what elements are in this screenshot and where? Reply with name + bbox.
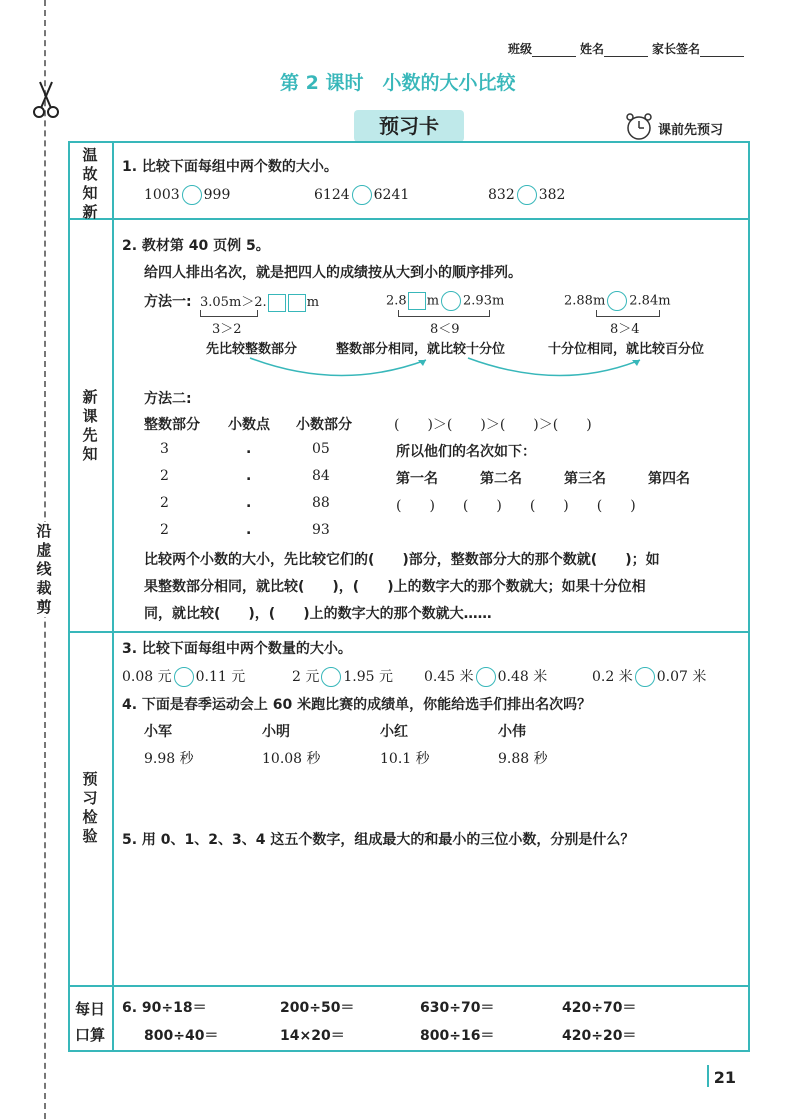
q1-pair: 1003 999 [144,187,231,203]
page-number: 21 [713,1068,736,1087]
runner-name: 小明 [262,724,290,740]
method1-compare-a: 3.05m＞2. m [200,295,320,310]
row-point: . [246,522,252,538]
row-integer: 2 [160,522,169,538]
answer-box[interactable] [408,292,426,310]
row-point: . [246,495,252,511]
q5-title: 5. 用 0、1、2、3、4 这五个数字，组成最大的和最小的三位小数，分别是什么？ [122,832,635,848]
section-label-new: 新 课 先 知 [82,388,98,463]
answer-circle[interactable] [352,185,372,205]
note-hundredths: 十分位相同，就比较百分位 [548,342,705,357]
row-integer: 2 [160,468,169,484]
pre-study-label: 课前先预习 [658,123,724,138]
q6-item: 420÷70＝ [562,1000,637,1016]
lesson-title: 第 2 课时 小数的大小比较 [280,72,516,94]
row-decimal: 88 [312,495,330,511]
rank-2: 第二名 [480,471,522,487]
q6-item: 630÷70＝ [420,1000,495,1016]
method1-compare-c: 2.88m 2.84m [564,291,671,311]
name-field[interactable]: 姓名 [580,40,648,57]
header-decimal: 小数部分 [296,417,352,433]
q1-pair: 832 382 [488,187,566,203]
q6-item: 800÷16＝ [420,1028,495,1044]
runner-time: 10.1 秒 [380,751,430,767]
bracket [398,310,490,317]
section-label-check: 预 习 检 验 [82,770,98,845]
q4-title: 4. 下面是春季运动会上 60 米跑比赛的成绩单，你能给选手们排出名次吗？ [122,697,592,713]
summary-line-2: 果整数部分相同，就比较( )，( )上的数字大的那个数就大；如果十分位相 [144,579,646,595]
row-decimal: 05 [312,441,330,457]
header-point: 小数点 [228,417,270,433]
q3-pair: 0.08 元 0.11 元 [122,669,246,685]
q6-item: 800÷40＝ [144,1028,219,1044]
row-point: . [246,441,252,457]
ranks-intro: 所以他们的名次如下： [396,444,536,460]
parent-signature-field[interactable]: 家长签名 [652,40,744,57]
row-point: . [246,468,252,484]
section-column [68,141,114,1052]
answer-circle[interactable] [321,667,341,687]
card-title: 预习卡 [354,110,464,142]
runner-time: 9.98 秒 [144,751,194,767]
answer-circle[interactable] [635,667,655,687]
method1-label: 方法一: [144,294,192,310]
row-integer: 3 [160,441,169,457]
answer-circle[interactable] [517,185,537,205]
method2-label: 方法二: [144,391,192,407]
cmp-tenths: 8＜9 [430,322,460,337]
answer-circle[interactable] [607,291,627,311]
summary-line-1: 比较两个小数的大小，先比较它们的( )部分，整数部分大的那个数就( )；如 [144,552,660,568]
flow-arrows [240,352,720,386]
cmp-integer: 3＞2 [212,322,242,337]
q6-item: 6. 90÷18＝ [122,1000,207,1016]
bracket [596,310,660,317]
q3-pair: 0.45 米 0.48 米 [424,669,548,685]
q2-intro: 给四人排出名次，就是把四人的成绩按从大到小的顺序排列。 [144,265,522,281]
row-decimal: 93 [312,522,330,538]
note-integer: 先比较整数部分 [206,342,298,357]
rank-blanks[interactable]: ( ) ( ) ( ) ( ) [396,498,636,514]
class-field[interactable]: 班级 [508,40,576,57]
note-tenths: 整数部分相同，就比较十分位 [336,342,506,357]
divider [68,985,750,987]
row-integer: 2 [160,495,169,511]
q1-pair: 6124 6241 [314,187,410,203]
runner-name: 小红 [380,724,408,740]
answer-circle[interactable] [441,291,461,311]
scissors-icon [32,80,60,120]
q6-item: 420÷20＝ [562,1028,637,1044]
answer-box[interactable] [268,294,286,312]
q3-pair: 0.2 米 0.07 米 [592,669,707,685]
runner-name: 小伟 [498,724,526,740]
answer-box[interactable] [288,294,306,312]
rank-3: 第三名 [564,471,606,487]
order-blanks[interactable]: ( )＞( )＞( )＞( ) [394,417,592,433]
q2-title: 2. 教材第 40 页例 5。 [122,238,270,254]
cut-instruction: 沿 虚 线 裁 剪 [30,522,58,617]
method1-compare-b: 2.8 m 2.93m [386,291,504,311]
q3-pair: 2 元 1.95 元 [292,669,393,685]
answer-circle[interactable] [476,667,496,687]
q6-item: 200÷50＝ [280,1000,355,1016]
section-label-review: 温 故 知 新 [82,146,98,221]
divider [68,631,750,633]
q6-item: 14×20＝ [280,1028,345,1044]
rank-4: 第四名 [648,471,690,487]
rank-1: 第一名 [396,471,438,487]
runner-time: 10.08 秒 [262,751,321,767]
summary-line-3: 同，就比较( )，( )上的数字大的那个数就大…… [144,606,492,622]
q3-title: 3. 比较下面每组中两个数量的大小。 [122,641,352,657]
cmp-hundredths: 8＞4 [610,322,640,337]
bracket [200,310,258,317]
runner-time: 9.88 秒 [498,751,548,767]
answer-circle[interactable] [182,185,202,205]
q1-title: 1. 比较下面每组中两个数的大小。 [122,159,338,175]
divider [68,218,750,220]
runner-name: 小军 [144,724,172,740]
row-decimal: 84 [312,468,330,484]
header-integer: 整数部分 [144,417,200,433]
section-label-daily: 每日 口算 [74,1000,105,1044]
alarm-clock-icon [624,112,654,142]
answer-circle[interactable] [174,667,194,687]
